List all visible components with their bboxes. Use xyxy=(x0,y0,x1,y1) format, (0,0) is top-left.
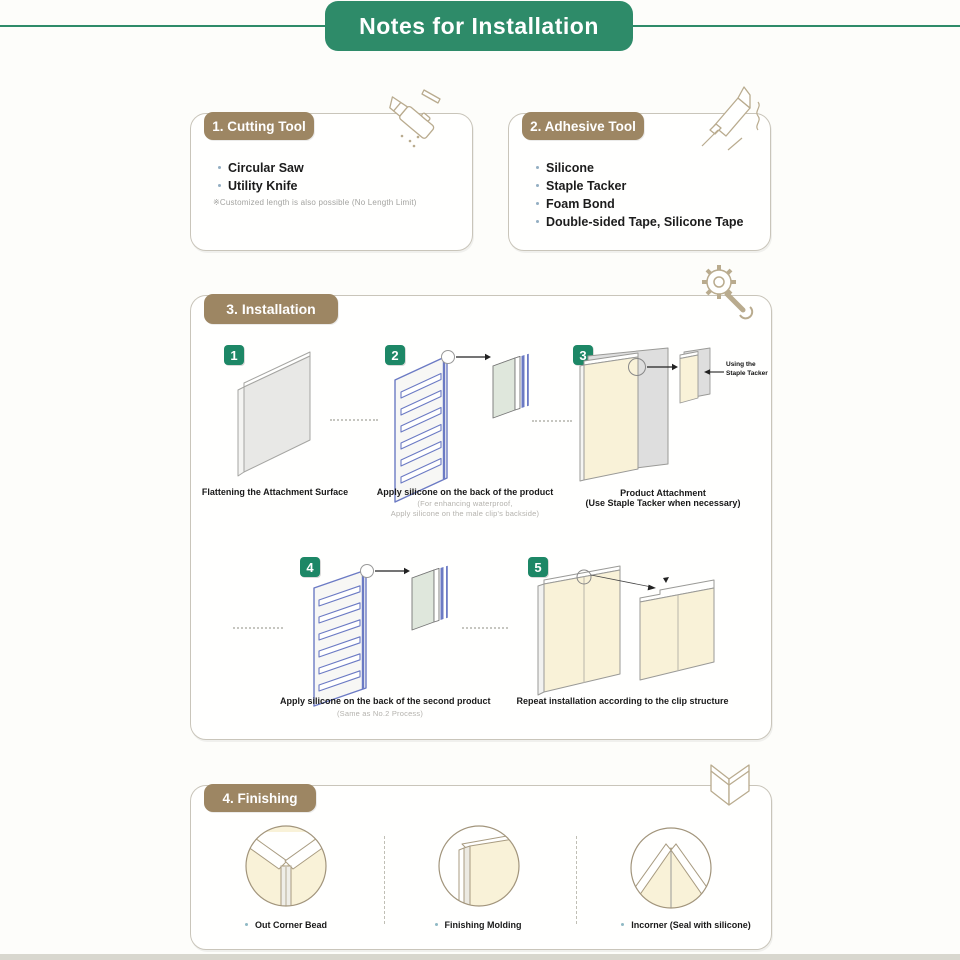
page-bottom-band xyxy=(0,954,960,960)
step1-diagram xyxy=(232,348,332,488)
finishing-molding-diagram xyxy=(434,822,524,912)
step-1-badge: 1 xyxy=(224,345,244,365)
bullet-dot xyxy=(536,166,539,169)
step2-subcaption-1: (For enhancing waterproof, xyxy=(417,499,513,508)
separator-dashed-line xyxy=(384,836,385,924)
finishing-item-1: Out Corner Bead xyxy=(216,920,356,930)
incorner-diagram xyxy=(626,824,716,914)
step-3-badge: 3 xyxy=(573,345,593,365)
connector-dotted-line xyxy=(233,627,283,629)
step-2-badge: 2 xyxy=(385,345,405,365)
step3-annotation: Using the Staple Tacker xyxy=(726,361,768,377)
step4-caption: Apply silicone on the back of the second product xyxy=(280,696,491,706)
adhesive-item-1: Silicone xyxy=(536,161,594,175)
connector-dotted-line xyxy=(532,420,572,422)
out-corner-bead-diagram xyxy=(241,822,331,912)
step2-subcaption-2: Apply silicone on the male clip's backside) xyxy=(390,509,540,518)
utility-knife-icon xyxy=(372,86,446,152)
corner-bead-icon xyxy=(703,757,757,813)
cutting-tool-label: 1. Cutting Tool xyxy=(204,112,314,140)
step5-diagram xyxy=(528,562,743,702)
adhesive-item-2: Staple Tacker xyxy=(536,179,626,193)
step2-diagram xyxy=(385,350,545,510)
step-5-badge: 5 xyxy=(528,557,548,577)
step4-subcaption: (Same as No.2 Process) xyxy=(336,709,424,718)
page-title xyxy=(325,1,633,51)
step3-caption-2: (Use Staple Tacker when necessary) xyxy=(585,498,741,508)
step5-caption: Repeat installation according to the clip structure xyxy=(516,696,729,706)
bullet-dot xyxy=(245,923,248,926)
bullet-dot xyxy=(218,166,221,169)
connector-dotted-line xyxy=(330,419,378,421)
finishing-item-3: Incorner (Seal with silicone) xyxy=(601,920,771,930)
separator-dashed-line xyxy=(576,836,577,924)
step-4-badge: 4 xyxy=(300,557,320,577)
step2-caption: Apply silicone on the back of the product xyxy=(376,487,554,497)
bullet-dot xyxy=(536,184,539,187)
step4-diagram xyxy=(300,560,480,710)
finishing-item-2: Finishing Molding xyxy=(408,920,548,930)
adhesive-tool-label: 2. Adhesive Tool xyxy=(522,112,644,140)
page-title-text: Notes for Installation xyxy=(359,12,599,39)
cutting-item-2: Utility Knife xyxy=(218,179,297,193)
step3-caption: Product Attachment xyxy=(620,488,706,498)
bullet-dot xyxy=(435,923,438,926)
cutting-note: ※Customized length is also possible (No Length Limit) xyxy=(213,198,417,207)
installation-label: 3. Installation xyxy=(204,294,338,324)
finishing-label: 4. Finishing xyxy=(204,784,316,812)
bullet-dot xyxy=(536,220,539,223)
bullet-dot xyxy=(218,184,221,187)
bullet-dot xyxy=(536,202,539,205)
adhesive-item-4: Double-sided Tape, Silicone Tape xyxy=(536,215,744,229)
silicone-gun-icon xyxy=(698,84,768,152)
adhesive-item-3: Foam Bond xyxy=(536,197,615,211)
bullet-dot xyxy=(621,923,624,926)
gear-wrench-icon xyxy=(693,262,755,322)
step1-caption: Flattening the Attachment Surface xyxy=(201,487,349,497)
cutting-item-1: Circular Saw xyxy=(218,161,304,175)
